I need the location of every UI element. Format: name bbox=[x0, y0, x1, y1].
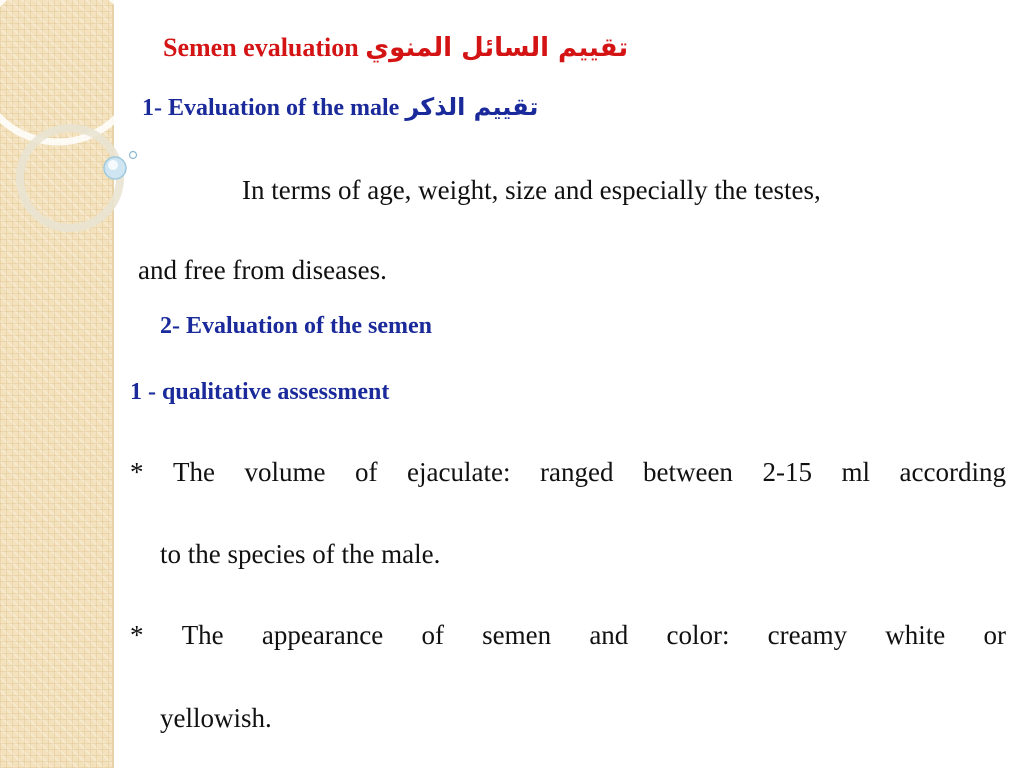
section1-heading-english: 1- Evaluation of the male bbox=[142, 95, 400, 121]
bullet2-word: The bbox=[181, 620, 224, 650]
section2-heading: 2- Evaluation of the semen bbox=[160, 313, 432, 339]
bullet2-word: * bbox=[130, 620, 144, 650]
side-band-edge bbox=[112, 0, 114, 768]
bullet1-word: of bbox=[355, 457, 378, 487]
bullet2-line2: yellowish. bbox=[160, 703, 272, 733]
qualitative-assessment-heading: 1 - qualitative assessment bbox=[130, 379, 390, 405]
bullet2-word: and bbox=[589, 620, 629, 650]
slide-title bbox=[163, 33, 628, 63]
section1-heading bbox=[142, 93, 538, 122]
bullet2-word: semen bbox=[482, 620, 552, 650]
bullet2-word: of bbox=[421, 620, 444, 650]
bullet1-line2: to the species of the male. bbox=[160, 539, 441, 569]
bullet1-word: between bbox=[642, 457, 733, 487]
bullet2-word: color: bbox=[666, 620, 730, 650]
bullet1-word: volume bbox=[244, 457, 326, 487]
bullet2-word: appearance bbox=[261, 620, 384, 650]
section1-heading-arabic: تقييم الذكر bbox=[405, 93, 539, 121]
bullet2-word: creamy bbox=[767, 620, 848, 650]
bullet1-word: * bbox=[130, 457, 144, 487]
bullet1-word: ranged bbox=[540, 457, 614, 487]
decorative-side-band bbox=[0, 0, 112, 768]
bullet1-word: ejaculate: bbox=[407, 457, 511, 487]
slide-title-english: Semen evaluation bbox=[163, 33, 359, 62]
bullet1-line1 bbox=[130, 457, 1006, 488]
slide-title-arabic: تقييم السائل المنوي bbox=[365, 33, 629, 63]
bullet1-word: according bbox=[899, 457, 1006, 487]
bullet2-word: or bbox=[983, 620, 1006, 650]
bullet1-word: ml bbox=[841, 457, 870, 487]
section1-text-line2: and free from diseases. bbox=[138, 255, 387, 285]
bullet2-word: white bbox=[885, 620, 946, 650]
bullet1-word: 2-15 bbox=[762, 457, 812, 487]
bullet1-word: The bbox=[173, 457, 215, 487]
section1-text-line1: In terms of age, weight, size and especially the testes, bbox=[242, 175, 821, 205]
bullet2-line1 bbox=[130, 620, 1006, 651]
